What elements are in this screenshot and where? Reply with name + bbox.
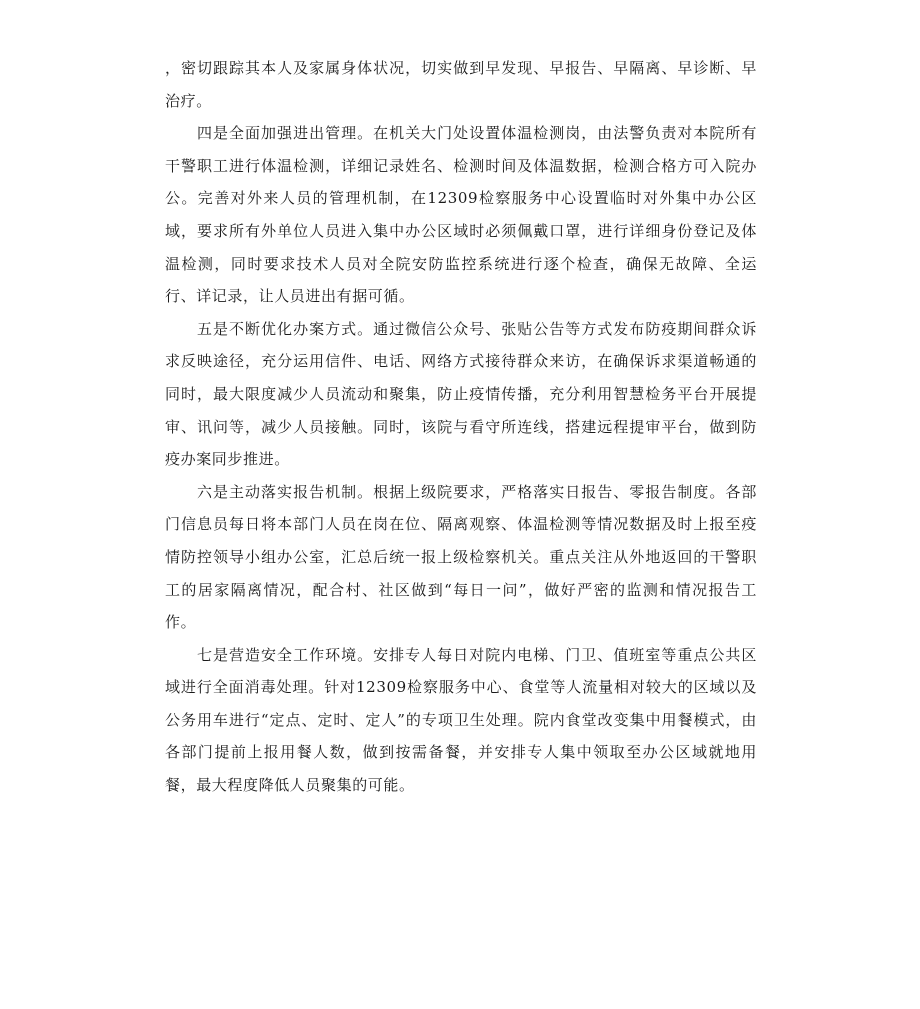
paragraph-reporting-mechanism: 六是主动落实报告机制。根据上级院要求，严格落实日报告、零报告制度。各部门信息员每日将本部门人员在岗在位、隔离观察、体温检测等情况数据及时上报至疫情防控领导小组办公室，汇总后统一报上级检察机关。重点关注从外地返回的干警职工的居家隔离情况，配合村、社区做到“每日一问”，做好严密的监测和情况报告工作。: [165, 482, 757, 632]
paragraph-case-handling: 五是不断优化办案方式。通过微信公众号、张贴公告等方式发布防疫期间群众诉求反映途径，充分运用信件、电话、网络方式接待群众来访，在确保诉求渠道畅通的同时，最大限度减少人员流动和聚集，防止疫情传播，充分利用智慧检务平台开展提审、讯问等，减少人员接触。同时，该院与看守所连线，搭建远程提审平台，做到防疫办案同步推进。: [165, 319, 757, 469]
paragraph-entry-management: 四是全面加强进出管理。在机关大门处设置体温检测岗，由法警负责对本院所有干警职工进行体温检测，详细记录姓名、检测时间及体温数据，检测合格方可入院办公。完善对外来人员的管理机制，在12309检察服务中心设置临时对外集中办公区域，要求所有外单位人员进入集中办公区域时必须佩戴口罩，进行详细身份登记及体温检测，同时要求技术人员对全院安防监控系统进行逐个检查，确保无故障、全运行、详记录，让人员进出有据可循。: [165, 124, 757, 306]
document-body: [165, 52, 757, 802]
paragraph-continuation: ，密切跟踪其本人及家属身体状况，切实做到早发现、早报告、早隔离、早诊断、早治疗。: [165, 59, 757, 110]
paragraph-work-environment: 七是营造安全工作环境。安排专人每日对院内电梯、门卫、值班室等重点公共区域进行全面消毒处理。针对12309检察服务中心、食堂等人流量相对较大的区域以及公务用车进行“定点、定时、定人”的专项卫生处理。院内食堂改变集中用餐模式，由各部门提前上报用餐人数，做到按需备餐，并安排专人集中领取至办公区域就地用餐，最大程度降低人员聚集的可能。: [165, 645, 757, 795]
